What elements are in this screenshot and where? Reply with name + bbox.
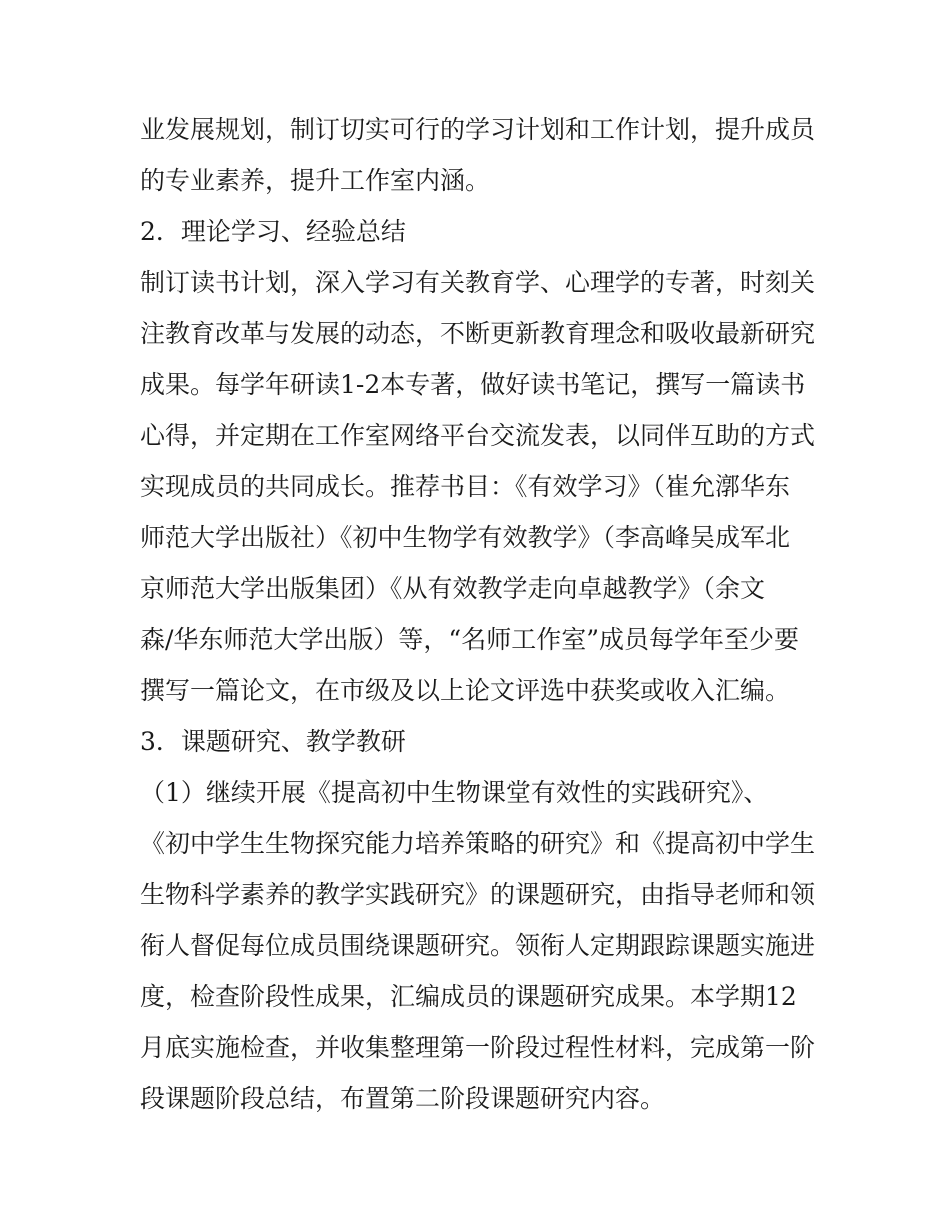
text-line: 成果。每学年研读1-2本专著，做好读书笔记，撰写一篇读书 bbox=[140, 370, 806, 399]
text-line: 度，检查阶段性成果，汇编成员的课题研究成果。本学期12 bbox=[140, 982, 797, 1011]
text-line: 心得，并定期在工作室网络平台交流发表，以同伴互助的方式 bbox=[140, 421, 816, 450]
text-line: 制订读书计划，深入学习有关教育学、心理学的专著，时刻关 bbox=[140, 268, 816, 297]
text-line: （1）继续开展《提高初中生物课堂有效性的实践研究》、 bbox=[140, 778, 769, 807]
text-line: 月底实施检查，并收集整理第一阶段过程性材料，完成第一阶 bbox=[140, 1033, 816, 1062]
text-line: 京师范大学出版集团）《从有效教学走向卓越教学》（余文 bbox=[140, 574, 766, 603]
section-heading: 2．理论学习、经验总结 bbox=[140, 217, 406, 246]
text-line: 《初中学生生物探究能力培养策略的研究》和《提高初中学生 bbox=[140, 829, 816, 858]
text-line: 生物科学素养的教学实践研究》的课题研究，由指导老师和领 bbox=[140, 880, 816, 909]
text-line: 段课题阶段总结，布置第二阶段课题研究内容。 bbox=[140, 1084, 666, 1113]
section-heading: 3．课题研究、教学教研 bbox=[140, 727, 406, 756]
text-line: 的专业素养，提升工作室内涵。 bbox=[140, 166, 491, 195]
text-line: 衔人督促每位成员围绕课题研究。领衔人定期跟踪课题实施进 bbox=[140, 931, 816, 960]
text-line: 森/华东师范大学出版）等，“名师工作室”成员每学年至少要 bbox=[140, 625, 799, 654]
text-line: 注教育改革与发展的动态，不断更新教育理念和吸收最新研究 bbox=[140, 319, 816, 348]
text-line: 实现成员的共同成长。推荐书目：《有效学习》（崔允漷华东 bbox=[140, 472, 791, 501]
text-line: 师范大学出版社）《初中生物学有效教学》（李高峰吴成军北 bbox=[140, 523, 791, 552]
text-line: 业发展规划，制订切实可行的学习计划和工作计划，提升成员 bbox=[140, 115, 816, 144]
text-line: 撰写一篇论文，在市级及以上论文评选中获奖或收入汇编。 bbox=[140, 676, 791, 705]
document-body bbox=[140, 104, 820, 1124]
